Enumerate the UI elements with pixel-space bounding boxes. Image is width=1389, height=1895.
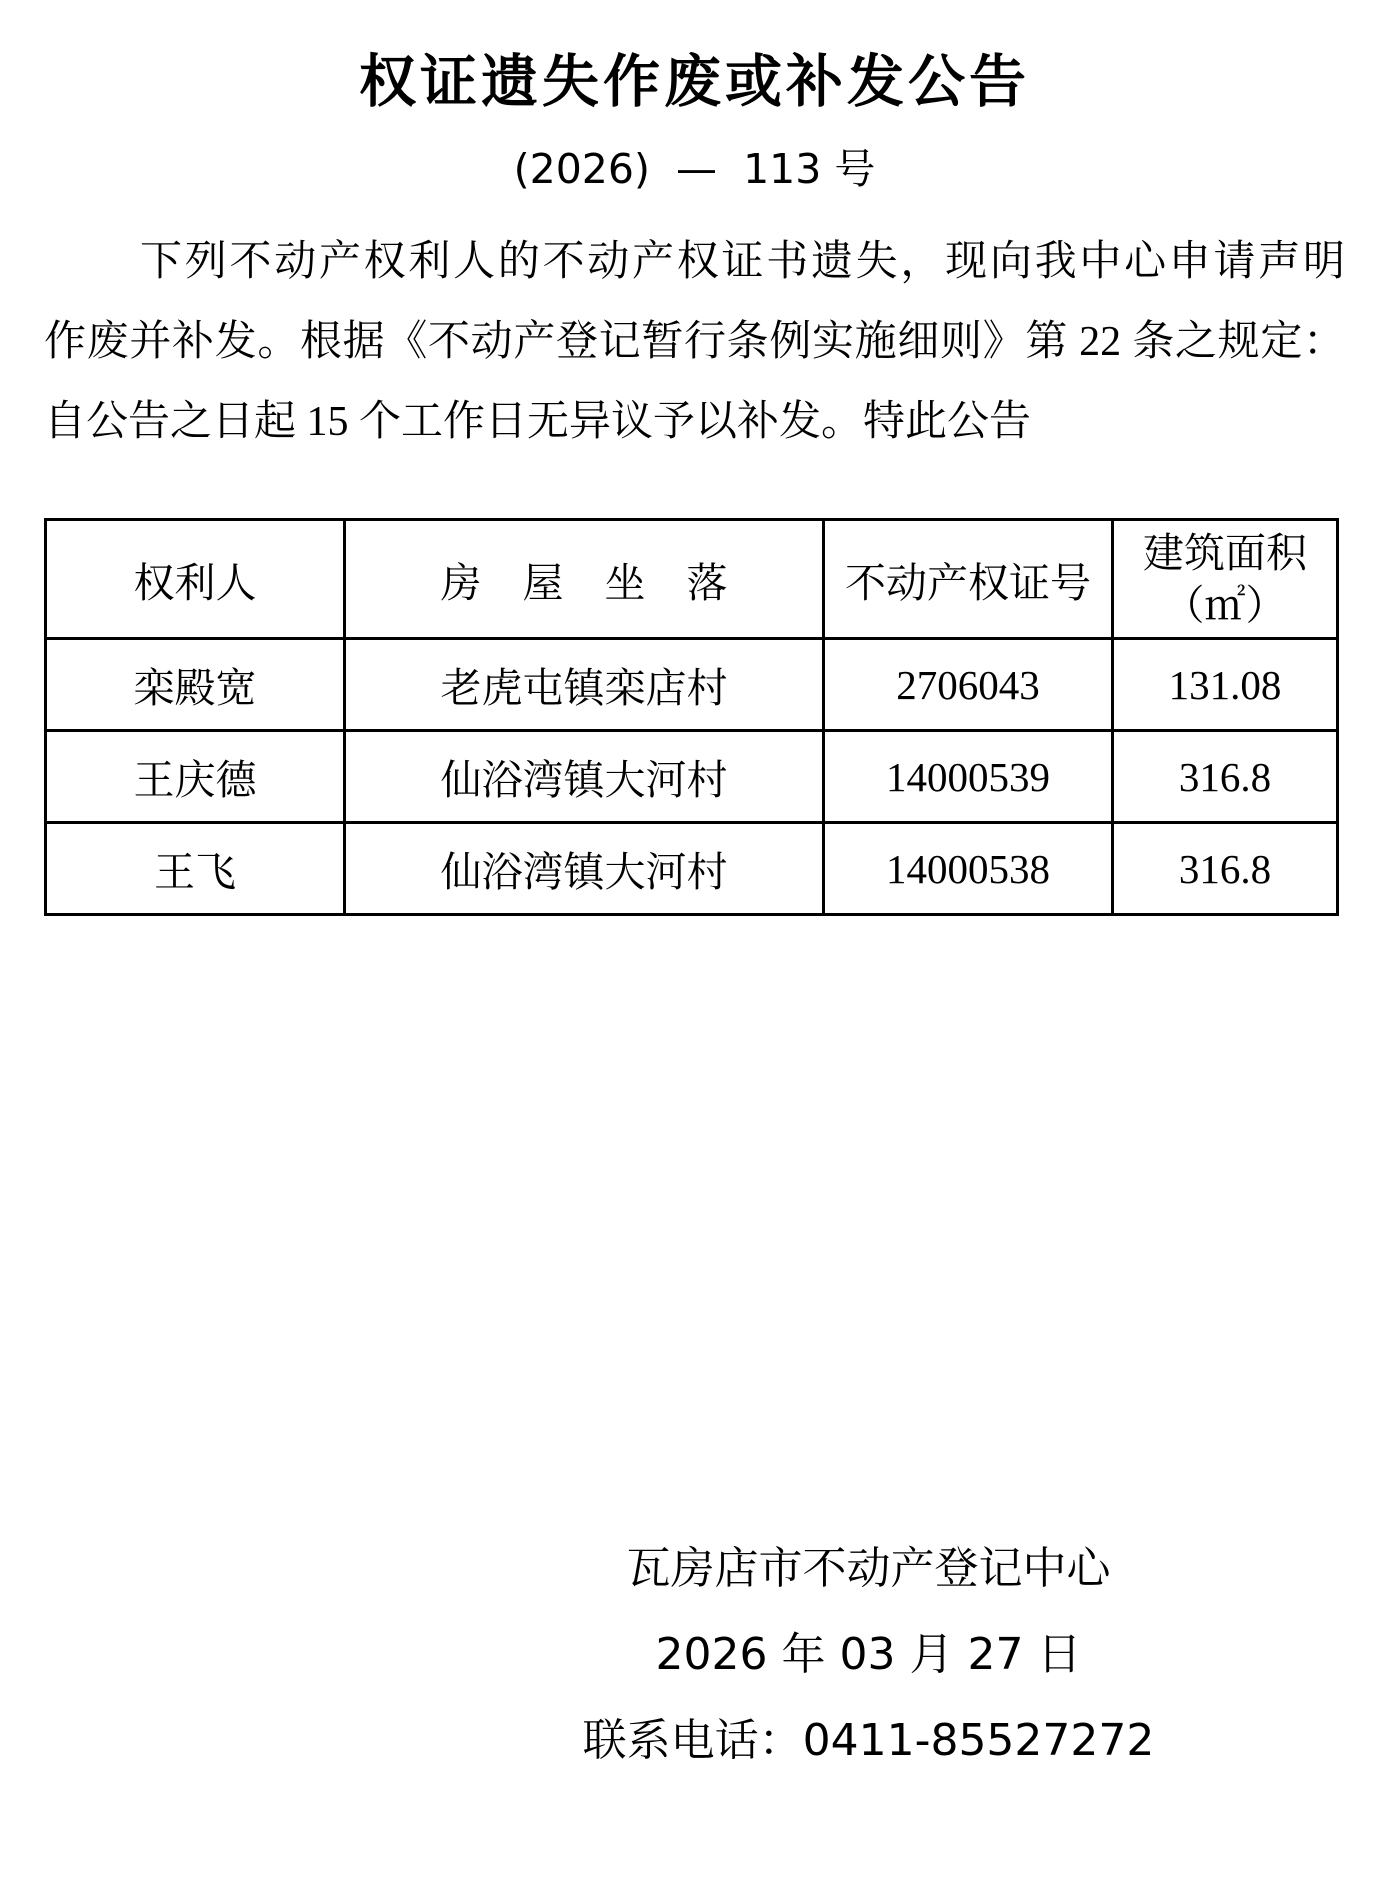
page-title: 权证遗失作废或补发公告 [359, 50, 1030, 114]
header-area-label: 建筑面积 [1143, 530, 1307, 576]
header-owner: 权利人 [46, 520, 345, 639]
cell-cert-no: 14000539 [824, 731, 1113, 823]
cell-cert-no: 2706043 [824, 639, 1113, 731]
table-row [46, 639, 1338, 731]
header-area [1113, 520, 1338, 639]
issue-date: 2026 年 03 月 27 日 [655, 1629, 1082, 1680]
header-location: 房 屋 坐 落 [345, 520, 824, 639]
cell-owner: 栾殿宽 [46, 639, 345, 731]
cell-area: 316.8 [1113, 731, 1338, 823]
cell-location: 老虎屯镇栾店村 [345, 639, 824, 731]
announcement-body [44, 222, 1345, 462]
contact-phone: 联系电话：0411-85527272 [582, 1715, 1155, 1766]
cell-cert-no: 14000538 [824, 823, 1113, 915]
body-line-1: 下列不动产权利人的不动产权证书遗失，现向我中心申请声明 [140, 239, 1345, 285]
body-line-2: 作废并补发。根据《不动产登记暂行条例实施细则》第 22 条之规定： [44, 319, 1345, 365]
table-row [46, 731, 1338, 823]
cell-area: 131.08 [1113, 639, 1338, 731]
cell-location: 仙浴湾镇大河村 [345, 823, 824, 915]
certificates-table [44, 518, 1339, 916]
body-line-3: 自公告之日起 15 个工作日无异议予以补发。特此公告 [44, 399, 1032, 445]
cell-owner: 王庆德 [46, 731, 345, 823]
cell-area: 316.8 [1113, 823, 1338, 915]
signature-block [218, 1543, 1389, 1766]
header-area-unit: （㎡） [1163, 582, 1287, 628]
cell-owner: 王飞 [46, 823, 345, 915]
issuer-name: 瓦房店市不动产登记中心 [626, 1543, 1111, 1594]
table-header-row [46, 520, 1338, 639]
header-cert-no: 不动产权证号 [824, 520, 1113, 639]
document-number: (2026) — 113 号 [513, 145, 876, 193]
table-row [46, 823, 1338, 915]
cell-location: 仙浴湾镇大河村 [345, 731, 824, 823]
